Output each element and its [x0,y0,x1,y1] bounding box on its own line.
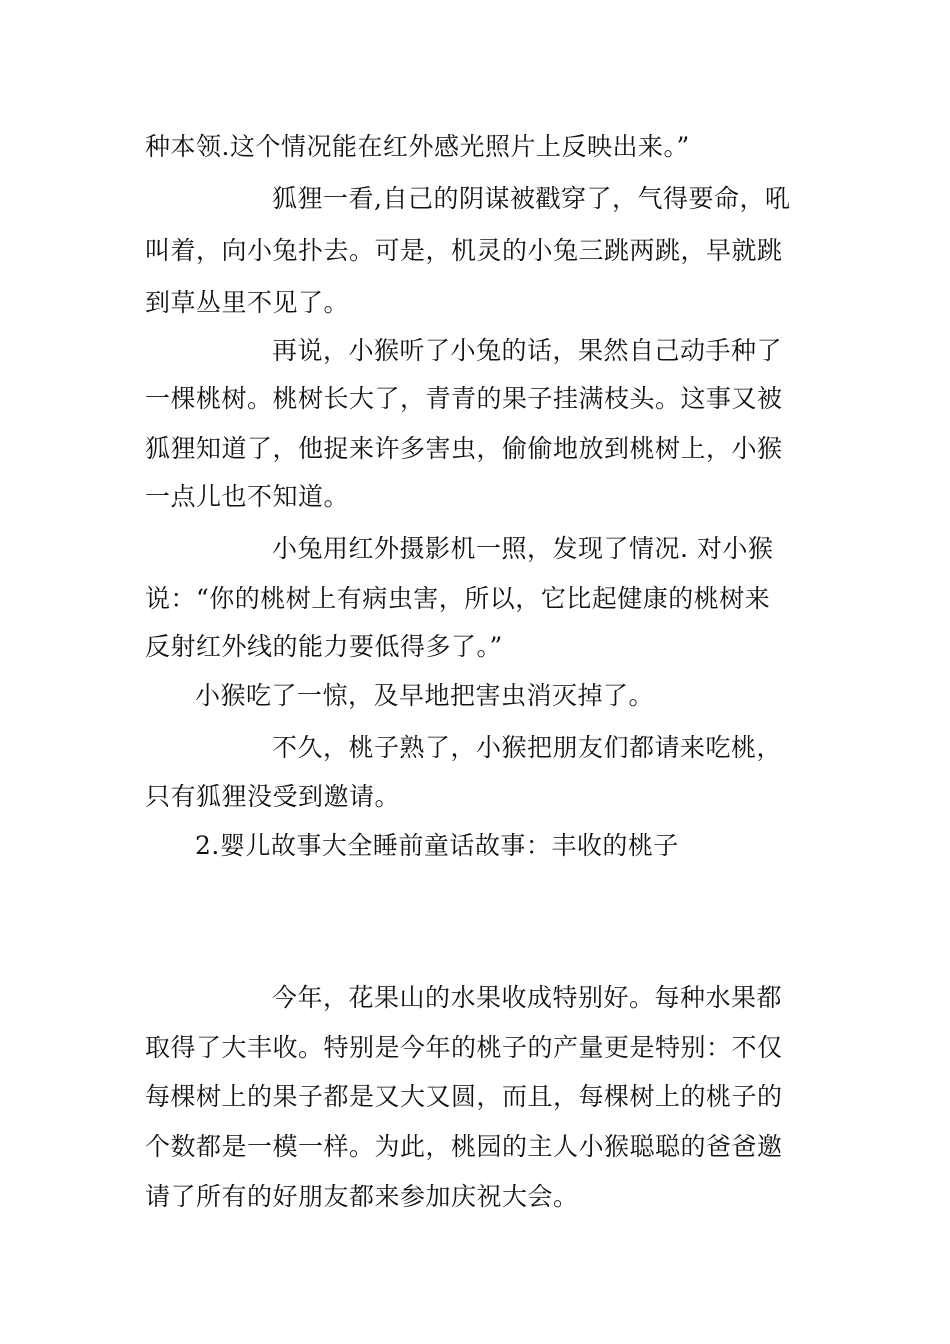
text-line: 种本领.这个情况能在红外感光照片上反映出来。” [145,132,690,161]
section-heading: 2.婴儿故事大全睡前童话故事：丰收的桃子 [195,831,679,860]
text-line: 反射红外线的能力要低得多了。” [145,632,503,661]
text-line: 个数都是一模一样。为此，桃园的主人小猴聪聪的爸爸邀 [145,1132,783,1161]
text-line: 小兔用红外摄影机一照，发现了情况. 对小猴 [272,534,774,563]
text-line: 一棵桃树。桃树长大了，青青的果子挂满枝头。这事又被 [145,384,783,413]
text-line: 到草丛里不见了。 [145,288,350,317]
text-line: 叫着，向小兔扑去。可是，机灵的小兔三跳两跳，早就跳 [145,236,783,265]
text-line: 一点儿也不知道。 [145,482,350,511]
text-line: 每棵树上的果子都是又大又圆，而且，每棵树上的桃子的 [145,1082,783,1111]
text-line: 不久，桃子熟了，小猴把朋友们都请来吃桃， [272,733,783,762]
text-line: 狐狸一看,自己的阴谋被戳穿了，气得要命，吼 [272,184,791,213]
text-line: 取得了大丰收。特别是今年的桃子的产量更是特别：不仅 [145,1033,783,1062]
text-line: 请了所有的好朋友都来参加庆祝大会。 [145,1182,579,1211]
text-line: 只有狐狸没受到邀请。 [145,782,401,811]
text-line: 狐狸知道了，他捉来许多害虫，偷偷地放到桃树上，小猴 [145,434,783,463]
text-line: 小猴吃了一惊，及早地把害虫消灭掉了。 [195,681,655,710]
text-line: 今年，花果山的水果收成特别好。每种水果都 [272,983,783,1012]
text-line: 说：“你的桃树上有病虫害，所以，它比起健康的桃树来 [145,584,771,613]
text-line: 再说，小猴听了小兔的话，果然自己动手种了 [272,336,783,365]
